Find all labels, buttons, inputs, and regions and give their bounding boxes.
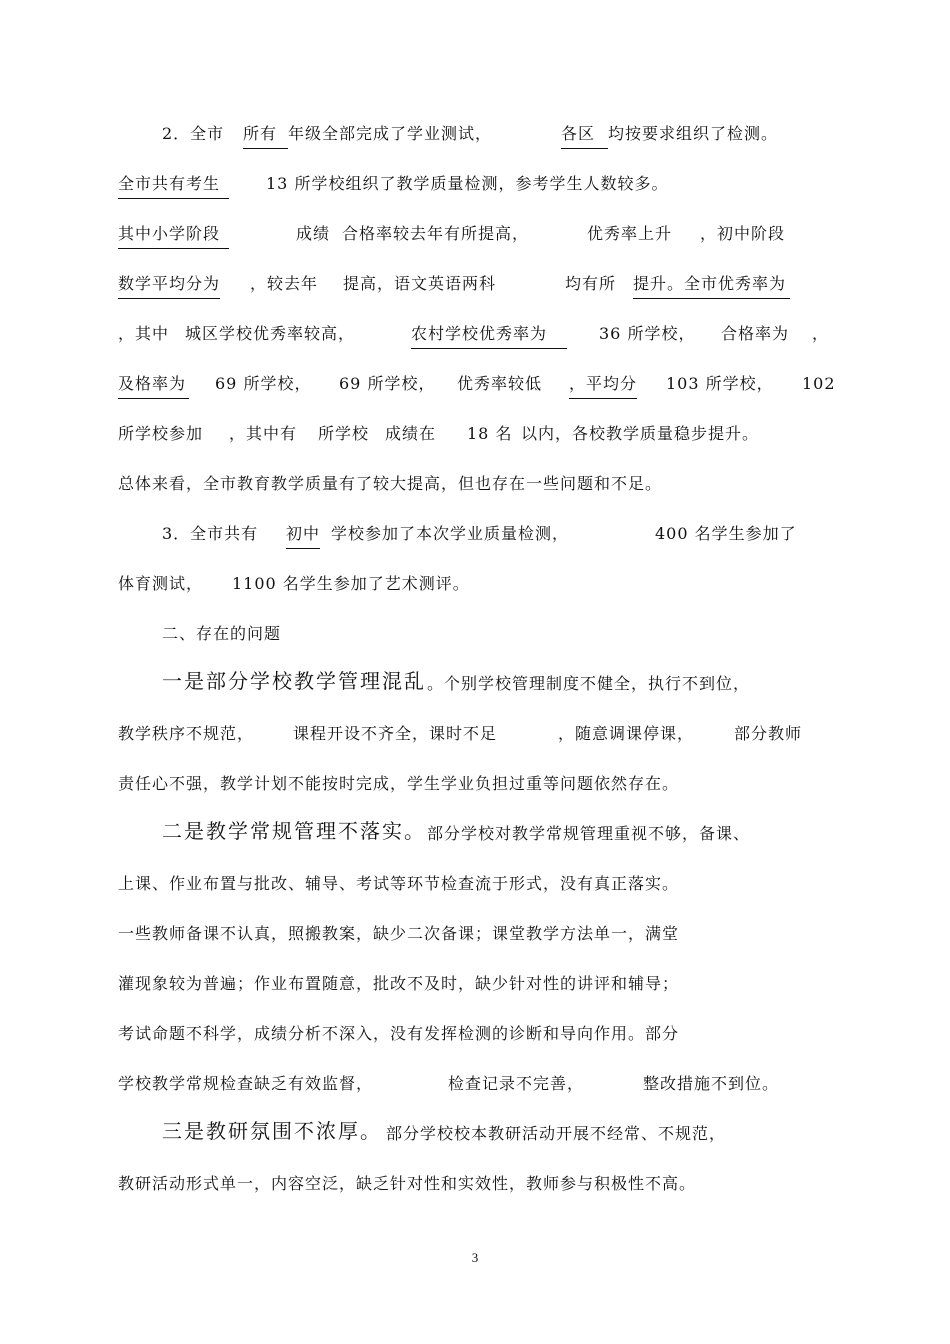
- text-segment: 3．全市共有: [162, 524, 259, 543]
- text-segment: 36 所学校，: [599, 324, 696, 343]
- text-segment: 学校参加了本次学业质量检测，: [331, 524, 570, 543]
- text-segment: 成绩在: [385, 424, 437, 443]
- text-line: [0, 624, 950, 654]
- text-segment: 优秀率上升: [587, 224, 673, 243]
- underlined-text: 各区: [561, 124, 608, 149]
- text-segment: 总体来看，全市教育教学质量有了较大提高，但也存在一些问题和不足。: [118, 474, 663, 493]
- text-segment: 部分学校校本教研活动开展不经常、不规范，: [386, 1124, 727, 1143]
- text-segment: 学校教学常规检查缺乏有效监督，: [118, 1074, 374, 1093]
- paragraph-heading: 二是教学常规管理不落实。: [162, 819, 426, 843]
- text-line: [0, 474, 950, 504]
- text-segment: 103 所学校，: [666, 374, 774, 393]
- underlined-text: 全市共有考生: [118, 174, 229, 199]
- text-segment: ，较去年: [250, 274, 319, 293]
- text-line: [0, 324, 950, 354]
- text-segment: 部分学校对教学常规管理重视不够，备课、: [427, 824, 751, 843]
- text-segment: 部分教师: [734, 724, 803, 743]
- text-line: [0, 274, 950, 304]
- text-line: [0, 874, 950, 904]
- text-segment: 69 所学校，: [339, 374, 436, 393]
- underlined-text: 及格率为: [118, 374, 189, 399]
- text-segment: 1100 名学生参加了艺术测评。: [232, 574, 470, 593]
- text-segment: 18 名: [467, 424, 513, 443]
- text-segment: 提高，语文英语两科: [343, 274, 497, 293]
- text-segment: 优秀率较低: [457, 374, 543, 393]
- text-segment: ，其中: [118, 324, 170, 343]
- text-segment: 以内，各校教学质量稳步提升。: [521, 424, 760, 443]
- text-segment: 成绩: [296, 224, 331, 243]
- text-line: [0, 669, 950, 704]
- underlined-text: ，平均分: [569, 374, 637, 399]
- text-segment: ，其中有: [229, 424, 298, 443]
- text-segment: 一些教师备课不认真，照搬教案，缺少二次备课；课堂教学方法单一，满堂: [118, 924, 680, 943]
- text-line: [0, 124, 950, 154]
- text-segment: 城区学校优秀率较高，: [185, 324, 356, 343]
- underlined-text: 其中小学阶段: [118, 224, 229, 249]
- text-segment: 教研活动形式单一，内容空泛，缺乏针对性和实效性，教师参与积极性不高。: [118, 1174, 697, 1193]
- text-segment: 上课、作业布置与批改、辅导、考试等环节检查流于形式，没有真正落实。: [118, 874, 680, 893]
- text-line: [0, 174, 950, 204]
- text-segment: 课程开设不齐全，课时不足: [293, 724, 498, 743]
- text-line: [0, 974, 950, 1004]
- text-segment: 13 所学校组织了教学质量检测，参考学生人数较多。: [266, 174, 669, 193]
- text-line: [0, 574, 950, 604]
- text-line: [0, 374, 950, 404]
- text-segment: 灌现象较为普遍；作业布置随意，批改不及时，缺少针对性的讲评和辅导；: [118, 974, 680, 993]
- text-line: [0, 1119, 950, 1154]
- text-line: [0, 424, 950, 454]
- text-segment: 检查记录不完善，: [448, 1074, 585, 1093]
- text-segment: 教学秩序不规范，: [118, 724, 255, 743]
- text-segment: ，初中阶段: [700, 224, 786, 243]
- text-segment: 均按要求组织了检测。: [608, 124, 779, 143]
- text-segment: 所学校: [318, 424, 370, 443]
- text-line: [0, 224, 950, 254]
- text-segment: 责任心不强，教学计划不能按时完成，学生学业负担过重等问题依然存在。: [118, 774, 680, 793]
- text-segment: 整改措施不到位。: [643, 1074, 780, 1093]
- paragraph-heading: 一是部分学校教学管理混乱: [162, 669, 426, 693]
- text-line: [0, 724, 950, 754]
- underlined-text: 提升。全市优秀率为: [633, 274, 790, 299]
- text-line: [0, 524, 950, 554]
- page-number: 3: [471, 1250, 479, 1265]
- text-segment: 合格率为: [721, 324, 790, 343]
- text-segment: 69 所学校，: [215, 374, 312, 393]
- text-segment: ，: [812, 324, 830, 343]
- underlined-text: 数学平均分为: [118, 274, 220, 299]
- paragraph-heading: 三是教研氛围不浓厚。: [162, 1119, 382, 1143]
- text-segment: 所学校参加: [118, 424, 204, 443]
- text-segment: 二、存在的问题: [162, 624, 282, 643]
- text-line: [0, 819, 950, 854]
- text-segment: 2．全市: [162, 124, 225, 143]
- text-line: [0, 1174, 950, 1204]
- text-segment: ，随意调课停课，: [558, 724, 695, 743]
- text-line: [0, 774, 950, 804]
- underlined-text: 农村学校优秀率为: [411, 324, 567, 349]
- underlined-text: 所有: [243, 124, 288, 149]
- text-segment: 均有所: [565, 274, 617, 293]
- text-segment: 。个别学校管理制度不健全，执行不到位，: [427, 674, 751, 693]
- text-segment: 400 名学生参加了: [655, 524, 797, 543]
- text-line: [0, 1074, 950, 1104]
- text-line: [0, 924, 950, 954]
- text-segment: 考试命题不科学，成绩分析不深入，没有发挥检测的诊断和导向作用。部分: [118, 1024, 680, 1043]
- text-segment: 体育测试，: [118, 574, 204, 593]
- text-line: [0, 1024, 950, 1054]
- text-segment: 合格率较去年有所提高，: [342, 224, 530, 243]
- text-segment: 年级全部完成了学业测试，: [288, 124, 493, 143]
- text-segment: 102: [802, 374, 836, 393]
- underlined-text: 初中: [286, 524, 320, 549]
